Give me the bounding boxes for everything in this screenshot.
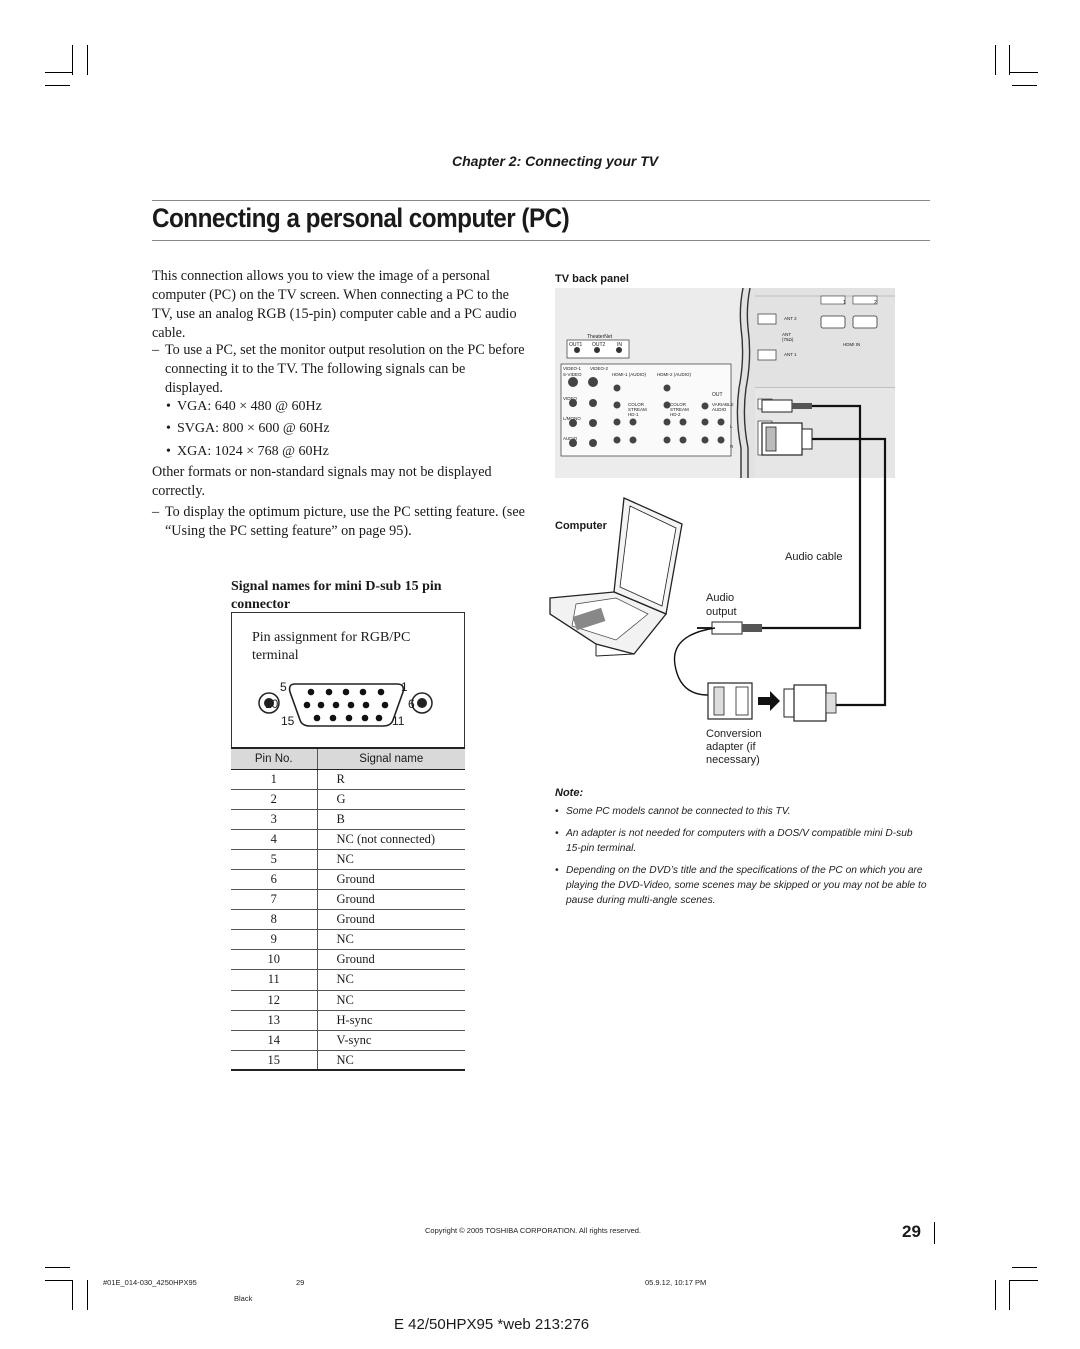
- title-rule-bottom: [152, 240, 930, 241]
- pc-in-plugs: [762, 400, 812, 455]
- pin-number-cell: 4: [231, 829, 317, 849]
- table-row: [231, 910, 465, 930]
- audio-cable-label: Audio cable: [785, 551, 843, 563]
- note-item-1: Some PC models cannot be connected to this TV.: [566, 806, 791, 817]
- table-row: [231, 869, 465, 889]
- signal-name-cell: NC: [317, 849, 465, 869]
- signal-bullet-1: •: [166, 399, 171, 414]
- pin-number-cell: 14: [231, 1030, 317, 1050]
- computer-label: Computer: [555, 520, 607, 532]
- pin-number-cell: 13: [231, 1010, 317, 1030]
- table-header-row: [231, 748, 465, 769]
- signal-name-cell: NC: [317, 970, 465, 990]
- panel-ant75: ANT (75Ω): [782, 332, 794, 342]
- signal-name-cell: H-sync: [317, 1010, 465, 1030]
- pin-label-10: 10: [265, 697, 279, 711]
- panel-in: IN: [617, 342, 622, 348]
- dash-mark-1: –: [152, 342, 160, 358]
- signal-name-cell: NC: [317, 990, 465, 1010]
- panel-video: VIDEO: [563, 396, 578, 401]
- signal-name-cell: Ground: [317, 890, 465, 910]
- dash-mark-2: –: [152, 504, 160, 520]
- note-bullet-1: •: [555, 806, 559, 817]
- signal-name-cell: NC: [317, 930, 465, 950]
- pin-number-cell: 2: [231, 789, 317, 809]
- signal-name-cell: B: [317, 809, 465, 829]
- pin-section-heading: Signal names for mini D-sub 15 pin connector: [231, 579, 442, 612]
- conversion-adapter-label: Conversion adapter (if necessary): [706, 728, 762, 766]
- other-formats-note: Other formats or non-standard signals may not be displayed correctly.: [152, 464, 492, 499]
- panel-colorstream-hd1: COLOR STREAM HD-1: [628, 402, 647, 417]
- panel-svideo: S-VIDEO: [563, 372, 582, 377]
- tv-back-panel-label: TV back panel: [555, 273, 629, 285]
- col-header-signal: Signal name: [317, 748, 465, 769]
- panel-hdmi1-audio: HDMI-1 (AUDIO): [612, 372, 646, 377]
- conversion-adapter-icon: [708, 683, 836, 721]
- signal-name-cell: NC: [317, 1050, 465, 1070]
- note-bullet-2: •: [555, 828, 559, 839]
- pin-signal-table: [231, 747, 465, 1071]
- table-row: [231, 789, 465, 809]
- pin-number-cell: 6: [231, 869, 317, 889]
- table-row: [231, 829, 465, 849]
- connector-screw-right: [412, 693, 432, 713]
- signal-vga: VGA: 640 × 480 @ 60Hz: [177, 399, 322, 414]
- signal-svga: SVGA: 800 × 600 @ 60Hz: [177, 421, 330, 436]
- footer-file: #01E_014-030_4250HPX95: [103, 1278, 197, 1287]
- panel-out2: OUT2: [592, 342, 606, 348]
- signal-name-cell: Ground: [317, 950, 465, 970]
- panel-hdmi-1: 1: [843, 300, 846, 306]
- table-row: [231, 809, 465, 829]
- footer-model: E 42/50HPX95 *web 213:276: [394, 1316, 590, 1333]
- table-row: [231, 890, 465, 910]
- audio-output-label: Audio output: [706, 592, 737, 618]
- panel-out1: OUT1: [569, 342, 583, 348]
- table-row: [231, 849, 465, 869]
- panel-video2: VIDEO-2: [590, 366, 609, 371]
- panel-hdmi-2: 2: [874, 300, 877, 306]
- signal-bullet-2: •: [166, 421, 171, 436]
- pin-number-cell: 10: [231, 950, 317, 970]
- pin-table-body: [231, 769, 465, 1070]
- panel-colorstream-hd2: COLOR STREAM HD-2: [670, 402, 689, 417]
- panel-ant2: ANT 2: [784, 316, 797, 321]
- footer-color: Black: [234, 1294, 253, 1303]
- pin-assignment-caption: Pin assignment for RGB/PC terminal: [252, 630, 411, 663]
- page-number-rule: [934, 1222, 935, 1244]
- panel-lmono: L/MONO: [563, 416, 581, 421]
- copyright: Copyright © 2005 TOSHIBA CORPORATION. All rights reserved.: [425, 1226, 642, 1235]
- pin-label-11: 11: [392, 714, 405, 728]
- pin-label-15: 15: [281, 714, 295, 728]
- pin-number-cell: 11: [231, 970, 317, 990]
- pin-number-cell: 7: [231, 890, 317, 910]
- table-row: [231, 1030, 465, 1050]
- panel-hdmi-in: HDMI IN: [843, 342, 861, 347]
- note-item-3: Depending on the DVD’s title and the specifications of the PC on which you are playing the DVD-Video, some scenes may be skipped or you may not be able to pause during multi-angle scenes.: [566, 865, 927, 906]
- panel-l: L: [730, 424, 733, 429]
- pin-label-5: 5: [280, 680, 287, 694]
- signal-xga: XGA: 1024 × 768 @ 60Hz: [177, 444, 329, 459]
- page-number: 29: [902, 1222, 921, 1241]
- pin-label-6: 6: [408, 697, 415, 711]
- table-row: [231, 990, 465, 1010]
- pin-label-1: 1: [401, 680, 408, 694]
- pin-number-cell: 15: [231, 1050, 317, 1070]
- note-bullet-3: •: [555, 865, 559, 876]
- table-row: [231, 970, 465, 990]
- table-row: [231, 1010, 465, 1030]
- panel-out: OUT: [712, 392, 723, 398]
- col-header-pin: Pin No.: [231, 748, 317, 769]
- pin-number-cell: 12: [231, 990, 317, 1010]
- pin-number-cell: 5: [231, 849, 317, 869]
- signal-name-cell: V-sync: [317, 1030, 465, 1050]
- panel-audio: AUDIO: [563, 436, 578, 441]
- pin-number-cell: 9: [231, 930, 317, 950]
- panel-variable-audio: VARIABLE AUDIO: [712, 402, 734, 412]
- table-row: [231, 769, 465, 789]
- panel-r: R: [730, 444, 734, 449]
- panel-ant1: ANT 1: [784, 352, 797, 357]
- signal-name-cell: R: [317, 769, 465, 789]
- table-row: [231, 930, 465, 950]
- note-heading: Note:: [555, 787, 584, 799]
- panel-video1: VIDEO-1: [563, 366, 582, 371]
- panel-hdmi2-audio: HDMI-2 (AUDIO): [657, 372, 691, 377]
- footer-file-page: 29: [296, 1278, 305, 1287]
- note-item-2: An adapter is not needed for computers with a DOS/V compatible mini D-sub 15-pin terminal.: [566, 828, 913, 854]
- table-row: [231, 950, 465, 970]
- intro-paragraph: This connection allows you to view the image of a personal computer (PC) on the TV screen. When connecting a PC to the TV, use an analog RGB (15-pin) computer cable and a PC audio cable.: [152, 268, 517, 341]
- page-title: Connecting a personal computer (PC): [152, 203, 570, 233]
- pin-number-cell: 1: [231, 769, 317, 789]
- title-rule-top: [152, 200, 930, 201]
- panel-theaternet: TheaterNet: [587, 334, 613, 340]
- pin-number-cell: 8: [231, 910, 317, 930]
- signal-name-cell: NC (not connected): [317, 829, 465, 849]
- signal-bullet-3: •: [166, 444, 171, 459]
- chapter-header: Chapter 2: Connecting your TV: [452, 153, 659, 169]
- signal-name-cell: G: [317, 789, 465, 809]
- table-row: [231, 1050, 465, 1070]
- signal-name-cell: Ground: [317, 910, 465, 930]
- resolution-instruction: To use a PC, set the monitor output resolution on the PC before connecting it to the TV. The following signals can be displayed.: [165, 342, 525, 396]
- footer-date: 05.9.12, 10:17 PM: [645, 1278, 707, 1287]
- signal-name-cell: Ground: [317, 869, 465, 889]
- connector-pins: [304, 689, 389, 722]
- pc-setting-instruction: To display the optimum picture, use the PC setting feature. (see “Using the PC setting feature” on page 95).: [165, 504, 525, 539]
- rgb-cable: [812, 439, 885, 705]
- pin-number-cell: 3: [231, 809, 317, 829]
